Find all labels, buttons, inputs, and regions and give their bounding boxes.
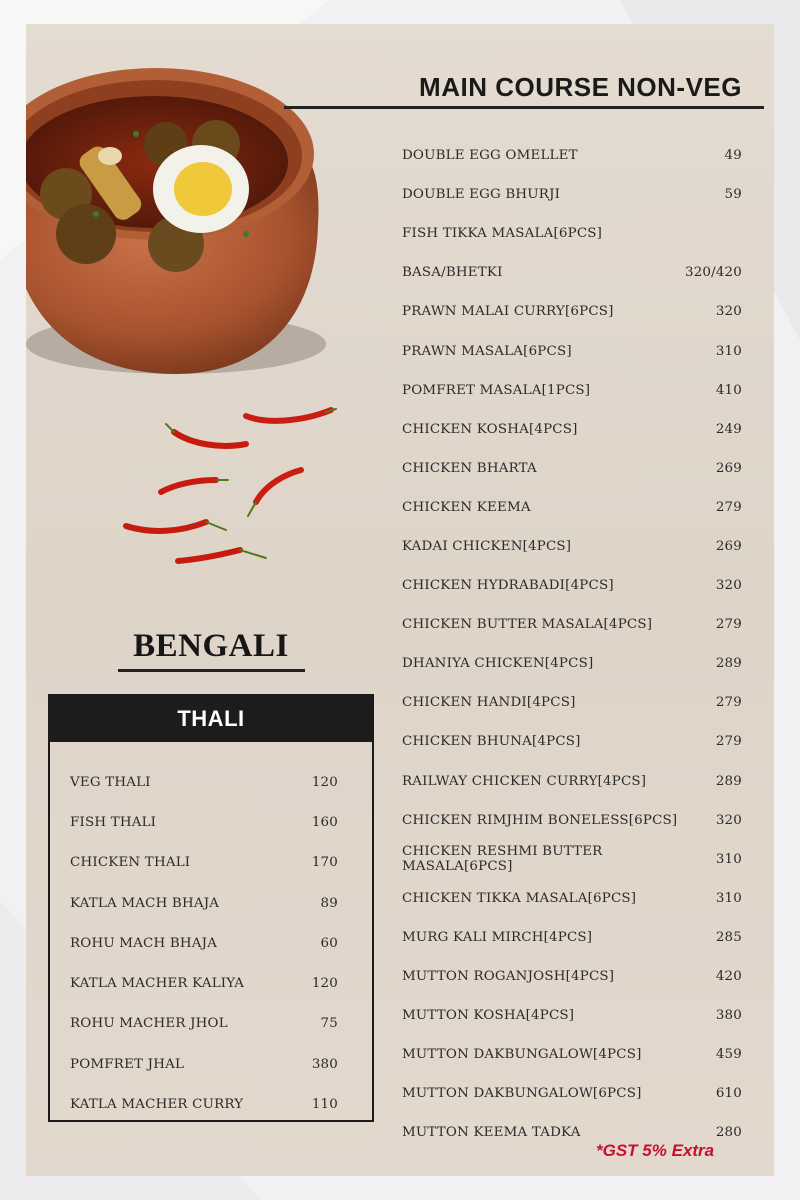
menu-item: [402, 175, 742, 214]
menu-item: [402, 331, 742, 370]
gst-note: *GST 5% Extra: [596, 1141, 715, 1160]
menu-item-name: CHICKEN RESHMI BUTTER MASALA[6PCS]: [402, 844, 603, 875]
menu-item-price: 320/420: [684, 265, 742, 281]
bengali-underline: [118, 669, 305, 672]
menu-item-name: FISH THALI: [70, 814, 157, 830]
menu-item-name: DOUBLE EGG OMELLET: [402, 148, 578, 164]
menu-item-name: KADAI CHICKEN[4PCS]: [402, 538, 572, 554]
menu-item-price: 279: [715, 695, 742, 711]
menu-item: [70, 923, 338, 963]
menu-item: [402, 722, 742, 761]
menu-item: [70, 1044, 338, 1084]
menu-item-price: 279: [715, 499, 742, 515]
menu-item-price: 289: [715, 773, 742, 789]
title-underline: [284, 106, 764, 109]
menu-item-price: 89: [320, 895, 338, 911]
menu-item-name: CHICKEN BUTTER MASALA[4PCS]: [402, 617, 653, 633]
menu-item-name: MUTTON KOSHA[4PCS]: [402, 1008, 575, 1024]
menu-item-name: POMFRET MASALA[1PCS]: [402, 382, 591, 398]
menu-item-name: CHICKEN KEEMA: [402, 499, 531, 515]
menu-item-price: 279: [715, 617, 742, 633]
menu-item: [402, 527, 742, 566]
menu-item-name: CHICKEN HYDRABADI[4PCS]: [402, 578, 614, 594]
menu-item: [402, 879, 742, 918]
menu-item-price: 49: [724, 148, 742, 164]
menu-item-name: PRAWN MALAI CURRY[6PCS]: [402, 304, 614, 320]
thali-list: [50, 742, 372, 1125]
menu-item: [402, 996, 742, 1035]
menu-item-price: 60: [320, 935, 338, 951]
menu-item-price: 310: [715, 343, 742, 359]
menu-item-name: CHICKEN TIKKA MASALA[6PCS]: [402, 890, 637, 906]
menu-item-price: 75: [320, 1016, 338, 1032]
menu-item-name: CHICKEN THALI: [70, 855, 191, 871]
menu-item-name: FISH TIKKA MASALA[6PCS]: [402, 226, 603, 242]
menu-item-name: MUTTON ROGANJOSH[4PCS]: [402, 969, 615, 985]
menu-item-price: 120: [311, 774, 338, 790]
menu-item-price: 459: [715, 1047, 742, 1063]
menu-item-name: ROHU MACHER JHOL: [70, 1016, 228, 1032]
menu-item: [402, 957, 742, 996]
main-course-list: [402, 136, 742, 1152]
menu-item: [70, 843, 338, 883]
menu-item-price: 410: [715, 382, 742, 398]
menu-item: [402, 410, 742, 449]
menu-item-name: CHICKEN RIMJHIM BONELESS[6PCS]: [402, 812, 678, 828]
clay-pot-curry-image: [26, 44, 326, 384]
menu-item: [70, 762, 338, 802]
menu-item-name: CHICKEN HANDI[4PCS]: [402, 695, 576, 711]
menu-item-price: 110: [311, 1097, 338, 1113]
menu-item-name: MURG KALI MIRCH[4PCS]: [402, 929, 593, 945]
main-course-title: MAIN COURSE NON-VEG: [419, 72, 742, 102]
menu-item: [70, 1004, 338, 1044]
menu-item-name: MUTTON DAKBUNGALOW[6PCS]: [402, 1086, 642, 1102]
menu-item-price: 120: [311, 976, 338, 992]
menu-item-price: 380: [715, 1008, 742, 1024]
menu-item-name: PRAWN MASALA[6PCS]: [402, 343, 572, 359]
menu-item: [402, 644, 742, 683]
menu-item-price: 170: [311, 855, 338, 871]
menu-item-price: 160: [311, 814, 338, 830]
menu-item-name: CHICKEN BHUNA[4PCS]: [402, 734, 581, 750]
menu-item-name: KATLA MACHER CURRY: [70, 1097, 244, 1113]
menu-item: [70, 1084, 338, 1124]
menu-item-price: 320: [715, 812, 742, 828]
menu-item-price: 269: [715, 460, 742, 476]
menu-item: [402, 1074, 742, 1113]
menu-item-name: ROHU MACH BHAJA: [70, 935, 218, 951]
menu-item-price: 249: [715, 421, 742, 437]
menu-item-price: 280: [715, 1125, 742, 1141]
menu-card: [26, 24, 774, 1176]
menu-item-name: RAILWAY CHICKEN CURRY[4PCS]: [402, 773, 647, 789]
menu-item: [402, 371, 742, 410]
menu-item-price: 420: [715, 969, 742, 985]
thali-box: [48, 694, 374, 1122]
menu-item-price: 59: [724, 187, 742, 203]
menu-item: [402, 762, 742, 801]
menu-item: [402, 292, 742, 331]
thali-header: THALI: [50, 696, 372, 742]
menu-item-name: CHICKEN KOSHA[4PCS]: [402, 421, 578, 437]
menu-item: [402, 840, 742, 879]
menu-item-price: 320: [715, 578, 742, 594]
menu-item-price: 310: [715, 890, 742, 906]
menu-item-name: VEG THALI: [70, 774, 151, 790]
menu-item: [402, 214, 742, 253]
menu-item: [402, 136, 742, 175]
menu-item: [402, 488, 742, 527]
menu-item: [402, 253, 742, 292]
menu-item: [402, 566, 742, 605]
menu-item-price: 610: [715, 1086, 742, 1102]
menu-item-price: 289: [715, 656, 742, 672]
menu-item-price: 279: [715, 734, 742, 750]
menu-item-name: MUTTON DAKBUNGALOW[4PCS]: [402, 1047, 642, 1063]
menu-item-price: 310: [715, 851, 742, 867]
menu-item: [70, 883, 338, 923]
menu-item-name: KATLA MACH BHAJA: [70, 895, 220, 911]
menu-item-price: 269: [715, 538, 742, 554]
menu-item-price: 320: [715, 304, 742, 320]
menu-item-name: KATLA MACHER KALIYA: [70, 976, 245, 992]
menu-item: [70, 963, 338, 1003]
menu-item-name: CHICKEN BHARTA: [402, 460, 537, 476]
menu-item: [402, 449, 742, 488]
menu-item: [402, 605, 742, 644]
menu-item: [402, 918, 742, 957]
menu-item: [70, 802, 338, 842]
menu-item-name: POMFRET JHAL: [70, 1056, 185, 1072]
menu-item-name: BASA/BHETKI: [402, 265, 503, 281]
menu-item-price: 380: [311, 1056, 338, 1072]
red-chillies-image: [116, 404, 346, 594]
menu-item: [402, 1035, 742, 1074]
bengali-heading: BENGALI: [133, 628, 289, 664]
menu-item-price: 285: [715, 929, 742, 945]
menu-item: [402, 801, 742, 840]
menu-item-name: MUTTON KEEMA TADKA: [402, 1125, 581, 1141]
menu-item: [402, 683, 742, 722]
menu-item-name: DOUBLE EGG BHURJI: [402, 187, 561, 203]
menu-item-name: DHANIYA CHICKEN[4PCS]: [402, 656, 594, 672]
